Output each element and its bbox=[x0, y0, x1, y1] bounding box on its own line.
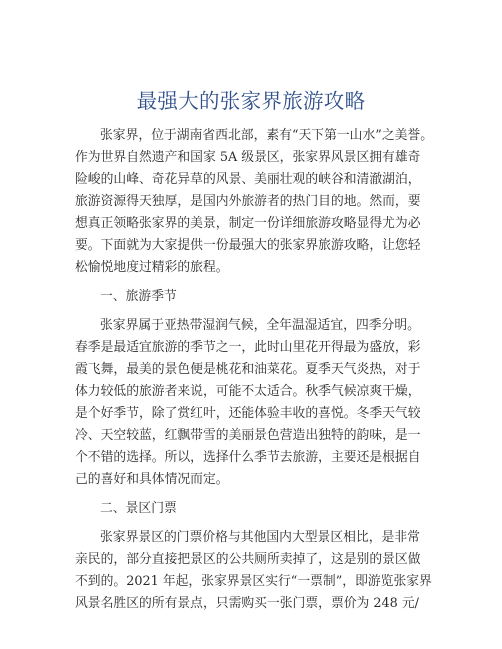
document-title: 最强大的张家界旅游攻略 bbox=[136, 89, 366, 113]
section1-line: 霞飞舞，最美的景色便是桃花和油菜花。夏季天气炎热，对于 bbox=[75, 362, 421, 377]
intro-line: 松愉悦地度过精彩的旅程。 bbox=[75, 260, 229, 275]
section1-line: 个不错的选择。所以，选择什么季节去旅游，主要还是根据自 bbox=[75, 450, 421, 465]
intro-line: 要。下面就为大家提供一份最强大的张家界旅游攻略，让您轻 bbox=[75, 238, 421, 253]
section2-line: 风景名胜区的所有景点，只需购买一张门票，票价为 248 元/ bbox=[75, 596, 419, 611]
intro-line: 张家界，位于湖南省西北部，素有“天下第一山水”之美誉。 bbox=[100, 128, 434, 143]
section-heading-season: 一、旅游季节 bbox=[100, 289, 177, 304]
section2-line: 不到的。2021 年起，张家界景区实行“一票制”，即游览张家界 bbox=[75, 574, 432, 589]
intro-line: 旅游资源得天独厚，是国内外旅游者的热门目的地。然而，要 bbox=[75, 194, 421, 209]
section2-line: 亲民的，部分直接把景区的公共厕所卖掉了，这是别的景区做 bbox=[75, 552, 421, 567]
section1-line: 是个好季节，除了赏红叶，还能体验丰收的喜悦。冬季天气较 bbox=[75, 406, 421, 421]
section1-line: 冷、天空较蓝，红飘带雪的美丽景色营造出独特的韵味，是一 bbox=[75, 428, 421, 443]
intro-line: 险峻的山峰、奇花异草的风景、美丽壮观的峡谷和清澈湖泊， bbox=[75, 172, 421, 187]
section1-line: 己的喜好和具体情况而定。 bbox=[75, 472, 229, 487]
intro-line: 作为世界自然遗产和国家 5A 级景区，张家界风景区拥有雄奇 bbox=[75, 150, 421, 165]
intro-line: 想真正领略张家界的美景，制定一份详细旅游攻略显得尤为必 bbox=[75, 216, 421, 231]
section-heading-tickets: 二、景区门票 bbox=[100, 501, 177, 516]
section1-line: 张家界属于亚热带湿润气候，全年温湿适宜，四季分明。 bbox=[100, 318, 420, 333]
section1-line: 春季是最适宜旅游的季节之一，此时山里花开得最为盛放，彩 bbox=[75, 340, 421, 355]
section1-line: 体力较低的旅游者来说，可能不太适合。秋季气候凉爽干燥， bbox=[75, 384, 421, 399]
section2-line: 张家界景区的门票价格与其他国内大型景区相比，是非常 bbox=[100, 530, 420, 545]
